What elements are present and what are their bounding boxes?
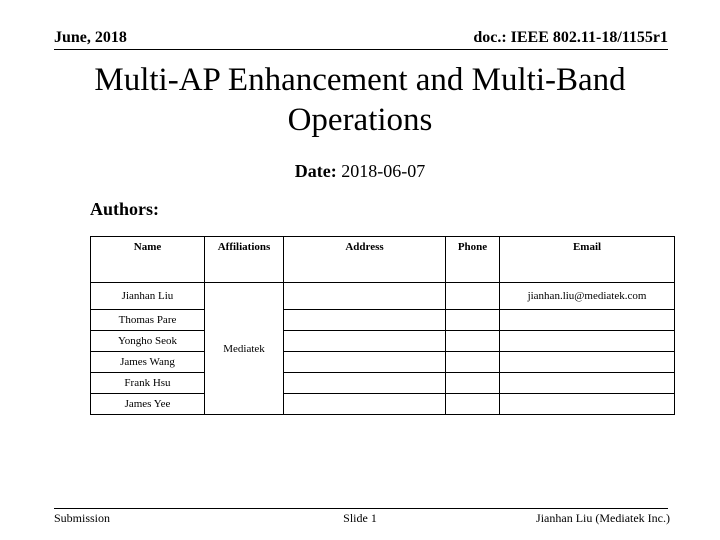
header-address: Address <box>284 237 446 283</box>
author-address <box>284 394 446 415</box>
author-address <box>284 310 446 331</box>
table-row <box>91 373 675 394</box>
author-phone <box>446 394 500 415</box>
affiliation-cell: Mediatek <box>205 283 284 415</box>
author-address <box>284 352 446 373</box>
date-value: 2018-06-07 <box>341 161 426 181</box>
author-email <box>500 394 675 415</box>
author-email <box>500 331 675 352</box>
author-phone <box>446 283 500 310</box>
header-affiliations: Affiliations <box>205 237 284 283</box>
author-phone <box>446 373 500 394</box>
footer-author: Jianhan Liu (Mediatek Inc.) <box>536 511 670 525</box>
header-divider <box>54 49 668 50</box>
date-label: Date: <box>294 161 337 181</box>
header-doc-id: doc.: IEEE 802.11-18/1155r1 <box>473 29 668 46</box>
author-address <box>284 331 446 352</box>
author-name: Frank Hsu <box>91 373 205 394</box>
table-row <box>91 283 675 310</box>
slide-title: Multi-AP Enhancement and Multi-Band Operations <box>94 62 626 138</box>
author-name: James Wang <box>91 352 205 373</box>
author-email <box>500 352 675 373</box>
author-email <box>500 373 675 394</box>
authors-table <box>90 236 675 415</box>
table-row <box>91 310 675 331</box>
footer-divider <box>54 508 668 509</box>
authors-heading: Authors: <box>90 199 160 219</box>
author-address <box>284 373 446 394</box>
author-name: Thomas Pare <box>91 310 205 331</box>
author-name: James Yee <box>91 394 205 415</box>
header-email: Email <box>500 237 675 283</box>
header-name: Name <box>91 237 205 283</box>
author-phone <box>446 352 500 373</box>
table-header-row <box>91 237 675 283</box>
table-row <box>91 394 675 415</box>
table-row <box>91 352 675 373</box>
header-phone: Phone <box>446 237 500 283</box>
author-email: jianhan.liu@mediatek.com <box>500 283 675 310</box>
author-phone <box>446 310 500 331</box>
author-phone <box>446 331 500 352</box>
footer-slide-number: Slide 1 <box>343 511 377 525</box>
header-date: June, 2018 <box>54 29 127 46</box>
footer-submission: Submission <box>54 511 111 525</box>
author-email <box>500 310 675 331</box>
date-line <box>0 161 720 182</box>
table-row <box>91 331 675 352</box>
author-name: Jianhan Liu <box>91 283 205 310</box>
author-address <box>284 283 446 310</box>
author-name: Yongho Seok <box>91 331 205 352</box>
